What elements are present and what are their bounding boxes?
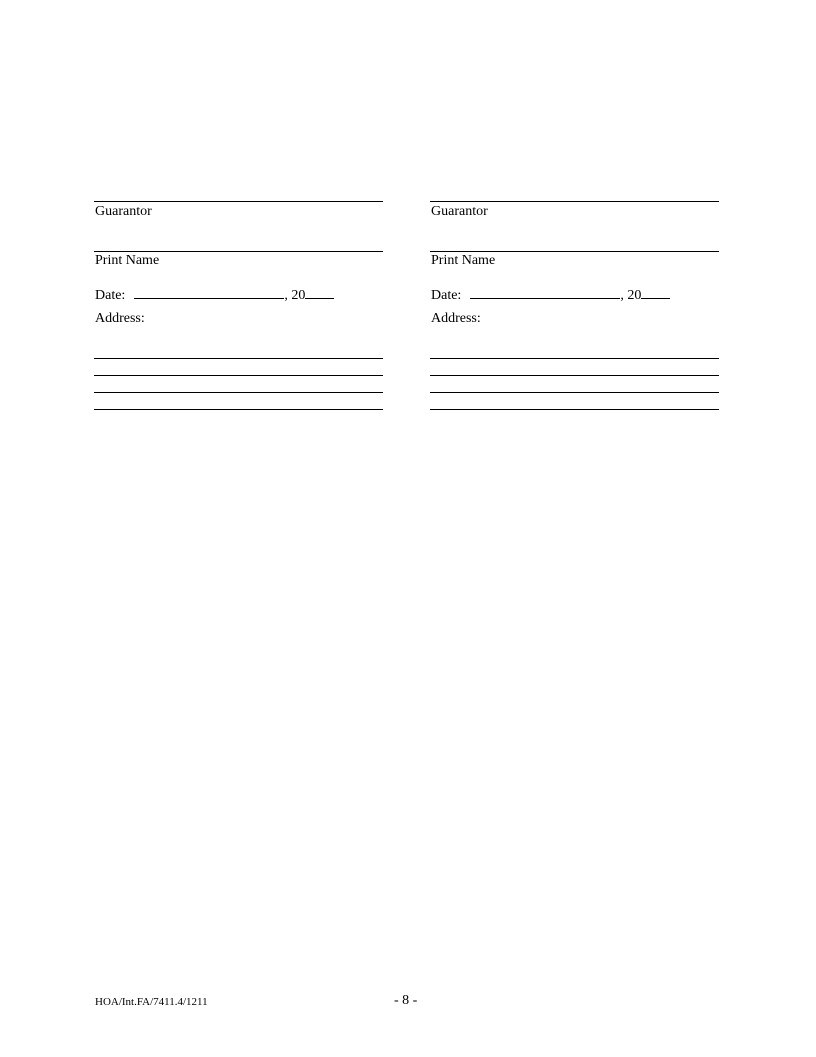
date-label: Date:	[431, 288, 462, 303]
address-line-1[interactable]	[430, 358, 719, 359]
page-number: - 8 -	[394, 993, 418, 1008]
print-name-label: Print Name	[95, 253, 160, 268]
address-line-4[interactable]	[430, 409, 719, 410]
guarantor-signature-line[interactable]	[94, 201, 383, 202]
signature-block-right	[430, 0, 719, 420]
date-row	[95, 286, 334, 304]
date-label: Date:	[95, 288, 126, 303]
guarantor-signature-line[interactable]	[430, 201, 719, 202]
print-name-line[interactable]	[430, 251, 719, 252]
address-line-3[interactable]	[94, 392, 383, 393]
date-row	[431, 286, 670, 304]
year-prefix: , 20	[620, 288, 642, 303]
signature-block-left	[94, 0, 383, 420]
document-code: HOA/Int.FA/7411.4/1211	[95, 996, 208, 1008]
address-label: Address:	[95, 311, 145, 326]
address-line-2[interactable]	[94, 375, 383, 376]
date-blank[interactable]	[134, 286, 284, 299]
date-blank[interactable]	[470, 286, 620, 299]
guarantor-label: Guarantor	[95, 204, 152, 219]
address-line-1[interactable]	[94, 358, 383, 359]
print-name-label: Print Name	[431, 253, 496, 268]
address-line-3[interactable]	[430, 392, 719, 393]
year-prefix: , 20	[284, 288, 306, 303]
print-name-line[interactable]	[94, 251, 383, 252]
address-line-2[interactable]	[430, 375, 719, 376]
address-label: Address:	[431, 311, 481, 326]
address-line-4[interactable]	[94, 409, 383, 410]
guarantor-label: Guarantor	[431, 204, 488, 219]
year-blank[interactable]	[305, 286, 334, 299]
year-blank[interactable]	[641, 286, 670, 299]
